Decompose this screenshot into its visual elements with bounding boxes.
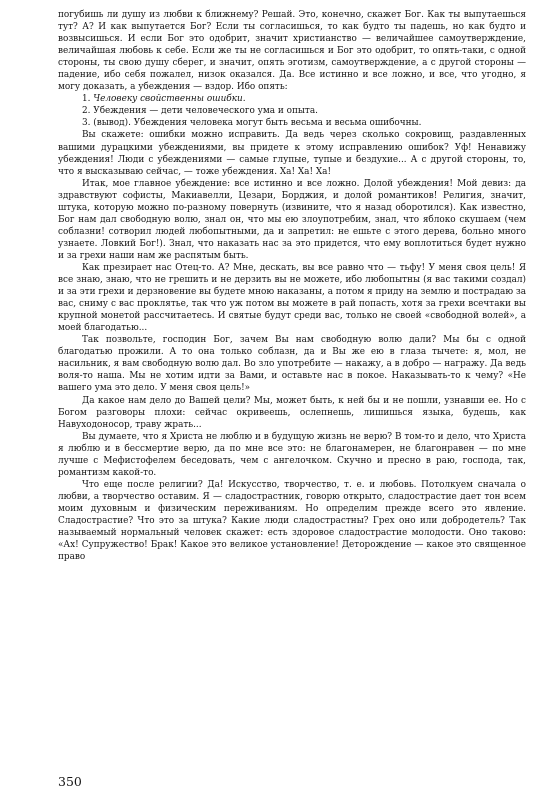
paragraph-3: Итак, мое главное убеждение: все истинно и все ложно. Долой убеждения! Мой девиз: да здравствуют софисты, Макиавелли, Цезари, Борджия, и долой романтиков! Религия, значит, штука, которую можно по-разному повернуть (извините, что я назад оборотился). Как известно, Бог нам дал свободную волю, знал он, что мы ею злоупотребим, знал, что яблоко скушаем (чем соблазни! сотворил людей любопытными, да и запретил: не ешьте с этого дерева, больно много узнаете. Ловкий Бог!). Знал, что наказать нас за это придется, что ему воплотиться будет нужно и за грехи наши нам же распятым быть. — [58, 178, 526, 261]
paragraph-6: Да какое нам дело до Вашей цели? Мы, может быть, к ней бы и не пошли, узнавши ее. Но с Богом разговоры плохи: сейчас окривеешь, ослепнешь, лишишься языка, будешь, как Навуходоносор, траву жрать... — [58, 395, 526, 430]
paragraph-1: погубишь ли душу из любви к ближнему? Решай. Это, конечно, скажет Бог. Как ты выпутаешься тут? А? И как выпутается Бог? Если ты согласишься, то как будто ты падешь, но как будто и возвысишься. И если Бог это одобрит, значит христианство — величайшее самоутверждение, величайшая любовь к себе. Если же ты не согласишься и Бог это одобрит, то опять-таки, с одной стороны, ты свою душу сберег, и значит, опять эготизм, самоутверждение, а с другой стороны — падение, ибо себя пожалел, низок оказался. Да. Все истинно и все ложно, и все, что угодно, я могу доказать, а убеждения — вздор. Ибо опять: — [58, 10, 526, 93]
paragraph-4: Как презирает нас Отец-то. А? Мне, дескать, вы все равно что — тьфу! У меня своя цель! Я все знаю, знаю, что не грешить и не дерзить вы не можете, ибо любопытны (я вас такими создал) и за эти грехи и дерзновение вы будете мною наказаны, а потом я приду на землю и пострадаю за вас, сниму с вас проклятье, так что уж потом вы можете в рай попасть, хотя за грехи всечтаки вы крупной монетой рассчитаетесь. И святые будут среди вас, только не своей «свободной волей», а моей благодатью... — [58, 262, 526, 334]
page-number: 350 — [58, 774, 82, 789]
list-item-1-number: 1. — [82, 94, 94, 105]
list-item-3: 3. (вывод). Убеждения человека могут быть весьма и весьма ошибочны. — [82, 118, 422, 129]
page-text — [58, 9, 526, 799]
paragraph-2: Вы скажете: ошибки можно исправить. Да ведь через сколько сокровищ, раздавленных вашими дурацкими убеждениями, вы придете к этому исправлению ошибок? Уф! Ненавижу убеждения! Люди с убеждениями — самые глупые, тупые и бездухие... А с другой стороны, то, что я высказываю сейчас, — тоже убеждения. Ха! Ха! Ха! — [58, 130, 526, 177]
paragraph-7: Вы думаете, что я Христа не люблю и в будущую жизнь не верю? В том-то и дело, что Христа я люблю и в бессмертие верю, да по мне все это: не благонамерен, не благонравен — по мне лучше с Мефистофелем беседовать, чем с ангелочком. Скучно и пресно в раю, господа, так, романтизм какой-то. — [58, 431, 526, 478]
list-item-1 — [58, 93, 526, 105]
list-item-1-emphasis: Человеку свойственны ошибки — [93, 94, 243, 105]
paragraph-5: Так позвольте, господин Бог, зачем Вы нам свободную волю дали? Мы бы с одной благодатью прожили. А то она только соблазн, да и Вы же ею в глаза тычете: я, мол, не насильник, я вам свободную волю дал. Во зло употребите — накажу, а в добро — награжу. Да ведь воля-то наша. Мы не хотим идти за Вами, и оставьте нас в покое. Наказывать-то к чему? «Не вашего ума это дело. У меня своя цель!» — [58, 335, 526, 394]
paragraph-8: Что еще после религии? Да! Искусство, творчество, т. е. и любовь. Потолкуем сначала о любви, а творчество оставим. Я — сладострастник, говорю открыто, сладострастие дает тон всем моим духовным и физическим переживаниям. Но определим прежде всего это явление. Сладострастие? Что это за штука? Какие люди сладострастны? Грех оно или добродетель? Так называемый нормальный человек скажет: есть здоровое сладострастие молодости. Оно таково: «Ах! Супружество! Брак! Какое это великое установление! Деторождение — какое это священное право — [58, 479, 526, 563]
list-item-1-end: . — [242, 94, 246, 105]
list-item-2: 2. Убеждения — дети человеческого ума и опыта. — [82, 106, 318, 117]
